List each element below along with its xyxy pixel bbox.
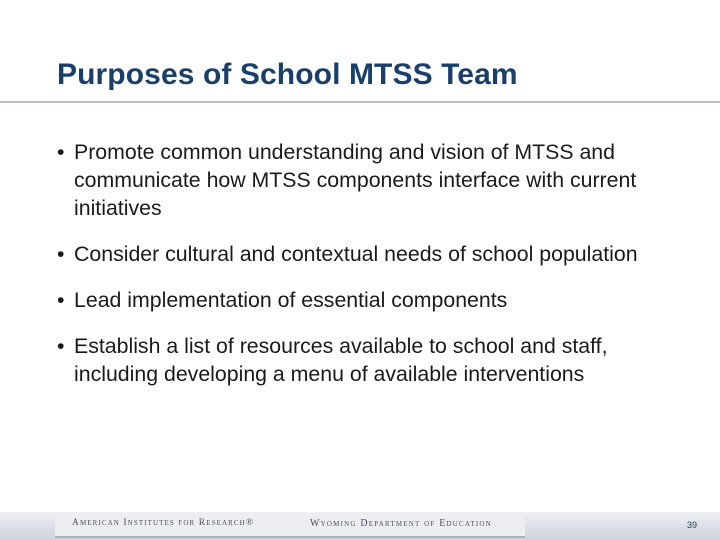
bullet-dot-icon: •: [57, 140, 65, 164]
bullet-dot-icon: •: [57, 288, 65, 312]
title-divider: [0, 101, 720, 103]
bullet-item: [57, 332, 697, 388]
bullet-dot-icon: •: [57, 334, 65, 358]
air-logo-text: American Institutes for Research®: [72, 518, 255, 528]
bullet-text: Lead implementation of essential components: [74, 288, 508, 312]
page-number: 39: [687, 520, 698, 530]
bullet-item: [57, 286, 697, 314]
bullet-text: Consider cultural and contextual needs of school population: [74, 242, 638, 266]
bullet-item: [57, 138, 697, 222]
bullet-item: [57, 240, 697, 268]
bullet-text: Promote common understanding and vision of MTSS and communicate how MTSS components interface with current initiatives: [74, 140, 637, 220]
bullet-list: [57, 138, 697, 406]
footer-logo-strip: [55, 512, 525, 538]
wde-logo-text: Wyoming Department of Education: [310, 518, 492, 529]
bullet-dot-icon: •: [57, 242, 65, 266]
bullet-text: Establish a list of resources available to school and staff, including developing a menu of available interventions: [74, 334, 608, 386]
slide-title: Purposes of School MTSS Team: [57, 58, 518, 91]
